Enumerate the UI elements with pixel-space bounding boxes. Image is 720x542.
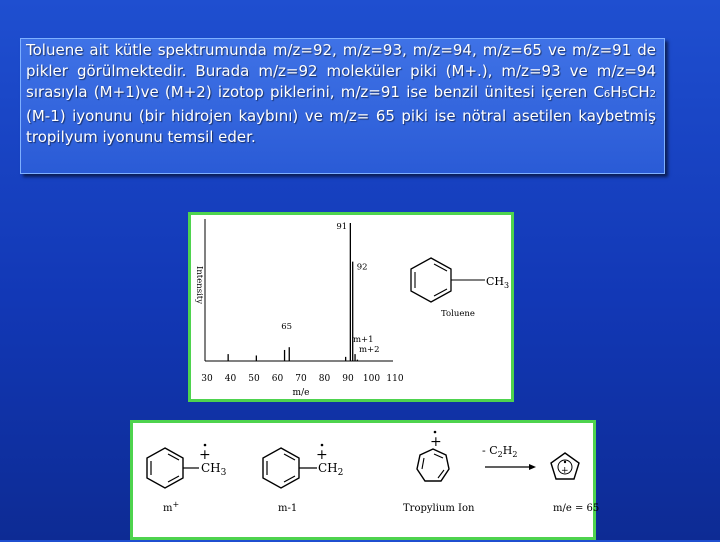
charge-1: + [199,447,211,463]
fragmentation-diagram [133,423,600,537]
toluene-structure [411,258,509,319]
toluene-cation [147,444,227,514]
peak-label-92: 92 [356,262,368,273]
ion-3-label: Tropylium Ion [403,503,475,514]
ring-2-icon [263,448,299,488]
spectrum-peaks [228,223,357,361]
formula-sub-5: 5 [621,89,628,101]
x-tick-label-70: 70 [295,374,307,384]
methyl-label: $CH_3$ [486,275,510,290]
paragraph-text-1: Toluene ait kütle spektrumunda m/z=92, m/z=93, m/z=94, m/z=65 ve m/z=91 de pikler görülmektedir. Burada m/z=92 moleküler piki (M+.), m/z=93 ve m/z=94 sırasıyla (M+1)ve (M+2) izotop piklerini, m/z=91 ise benzil ünitesi içeren C [26,41,656,102]
radical-dot-2 [321,444,324,447]
m-plus-2-label: m+2 [359,345,380,355]
substituent-2: $CH_2$ [318,461,344,478]
charge-3: + [430,434,442,450]
tropylium-bond-a [434,454,443,458]
formula-sub-6: 6 [603,89,611,101]
peak-label-65: 65 [281,322,293,333]
x-tick-label-80: 80 [318,374,331,384]
formula-sub-2: 2 [649,89,656,101]
toluene-label: Toluene [441,309,475,319]
x-tick-label-50: 50 [248,374,260,384]
y-axis-label: Intensity [194,265,204,305]
substituent-1: $CH_3$ [201,461,227,478]
charge-2: + [316,447,328,463]
peak-labels [281,222,367,332]
acetylene-loss-label: - $C_2H_2$ [482,444,518,459]
x-tick-label-60: 60 [271,374,284,384]
m-plus-1-label: m+1 [353,335,374,345]
tropylium-cation [403,431,475,514]
x-tick-label-40: 40 [224,374,237,384]
ion-1-label: m+ [163,500,180,514]
seven-ring-icon [417,449,449,481]
mass-spectrum-panel [188,212,514,402]
x-tick-label-90: 90 [342,374,354,384]
peak-label-91: 91 [336,222,348,232]
radical-dot-1 [204,444,207,447]
benzene-ring-icon [411,258,451,302]
paragraph-text-2: (M-1) iyonunu (bir hidrojen kaybını) ve m/z= 65 piki ise nötral asetilen kaybetmiş tropilyum iyonunu temsil eder. [26,106,656,146]
ion-2-label: m-1 [278,503,298,514]
x-tick-label-30: 30 [201,374,213,384]
x-tick-label-110: 110 [386,374,404,384]
ion-4-label: m/e = 65 [553,503,600,514]
formula-ch: CH [627,83,650,102]
description-paragraph [26,40,656,148]
x-tick-label-100: 100 [362,374,381,384]
mass-spectrum-chart [191,215,511,399]
radical-dot-4 [564,461,566,463]
benzyl-cation [263,444,343,514]
formula-h: H [610,83,622,102]
charge-4: + [561,466,569,476]
arrow-head-icon [529,464,536,470]
tropylium-bond-c [422,458,424,469]
radical-dot-3 [434,431,437,434]
fragmentation-mechanism-panel [130,420,600,540]
x-axis-label: m/e [292,388,310,398]
ring-1-icon [147,448,183,488]
x-tick-labels [201,374,404,384]
cyclopentadienyl-cation [551,453,599,514]
